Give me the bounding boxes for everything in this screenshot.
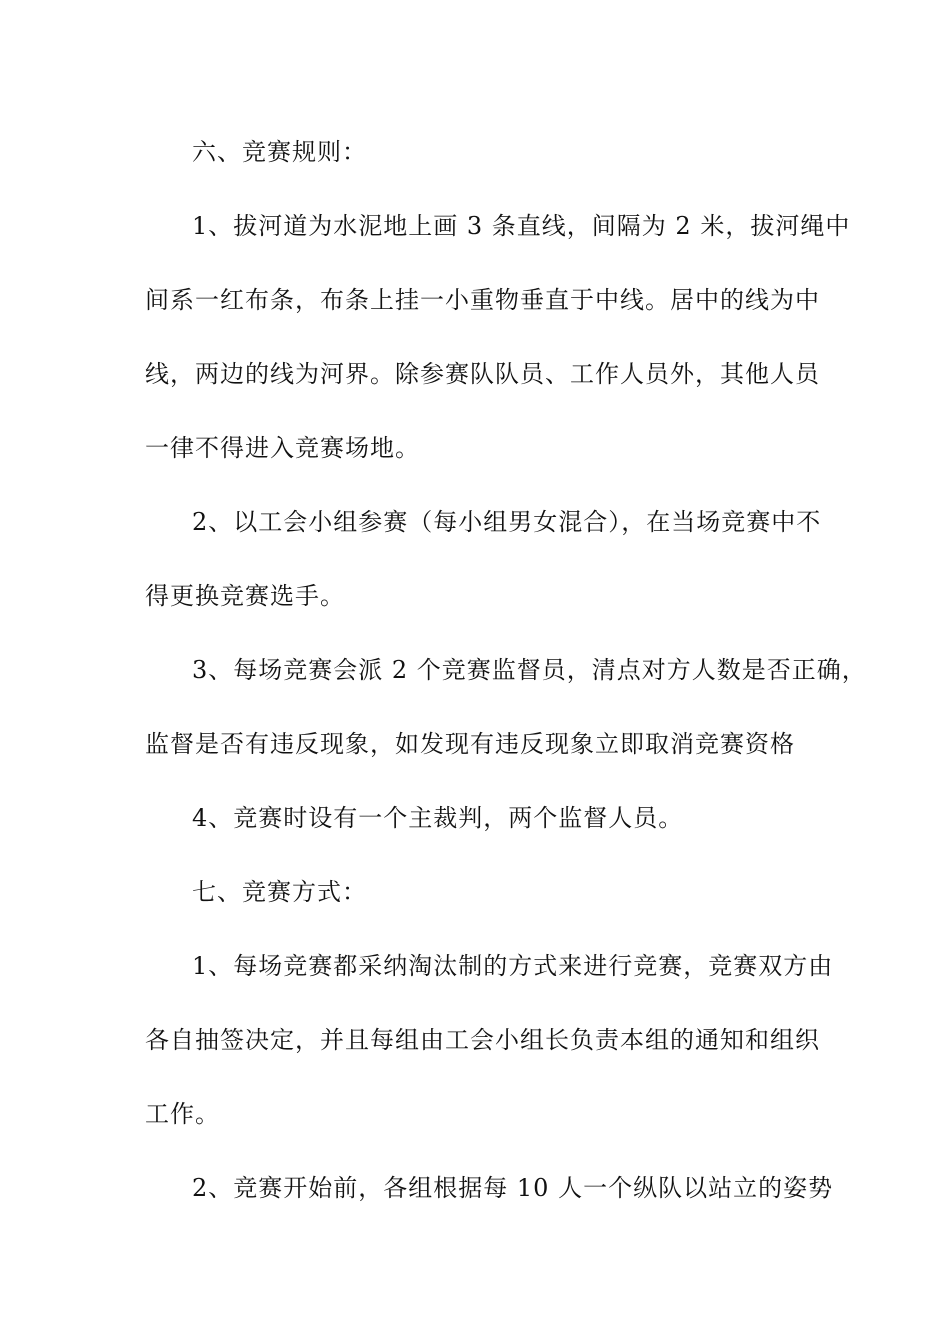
paragraph-line: 一律不得进入竞赛场地。 [145, 434, 420, 462]
paragraph-line: 4、竞赛时设有一个主裁判，两个监督人员。 [192, 804, 684, 832]
paragraph-line: 3、每场竞赛会派 2 个竞赛监督员，清点对方人数是否正确， [192, 656, 867, 684]
paragraph-line: 线，两边的线为河界。除参赛队队员、工作人员外，其他人员 [145, 360, 820, 388]
paragraph-line: 1、拔河道为水泥地上画 3 条直线，间隔为 2 米，拔河绳中 [192, 212, 851, 240]
paragraph-line: 间系一红布条，布条上挂一小重物垂直于中线。居中的线为中 [145, 286, 820, 314]
paragraph-line: 2、竞赛开始前，各组根据每 10 人一个纵队以站立的姿势 [192, 1174, 834, 1202]
paragraph-line: 各自抽签决定，并且每组由工会小组长负责本组的通知和组织 [145, 1026, 820, 1054]
paragraph-line: 得更换竞赛选手。 [145, 582, 345, 610]
paragraph-line: 监督是否有违反现象，如发现有违反现象立即取消竞赛资格 [145, 730, 795, 758]
paragraph-line: 1、每场竞赛都采纳淘汰制的方式来进行竞赛，竞赛双方由 [192, 952, 834, 980]
section-heading-rules: 六、竞赛规则： [192, 138, 367, 166]
section-heading-format: 七、竞赛方式： [192, 878, 367, 906]
paragraph-line: 2、以工会小组参赛（每小组男女混合），在当场竞赛中不 [192, 508, 822, 536]
paragraph-line: 工作。 [145, 1100, 220, 1128]
